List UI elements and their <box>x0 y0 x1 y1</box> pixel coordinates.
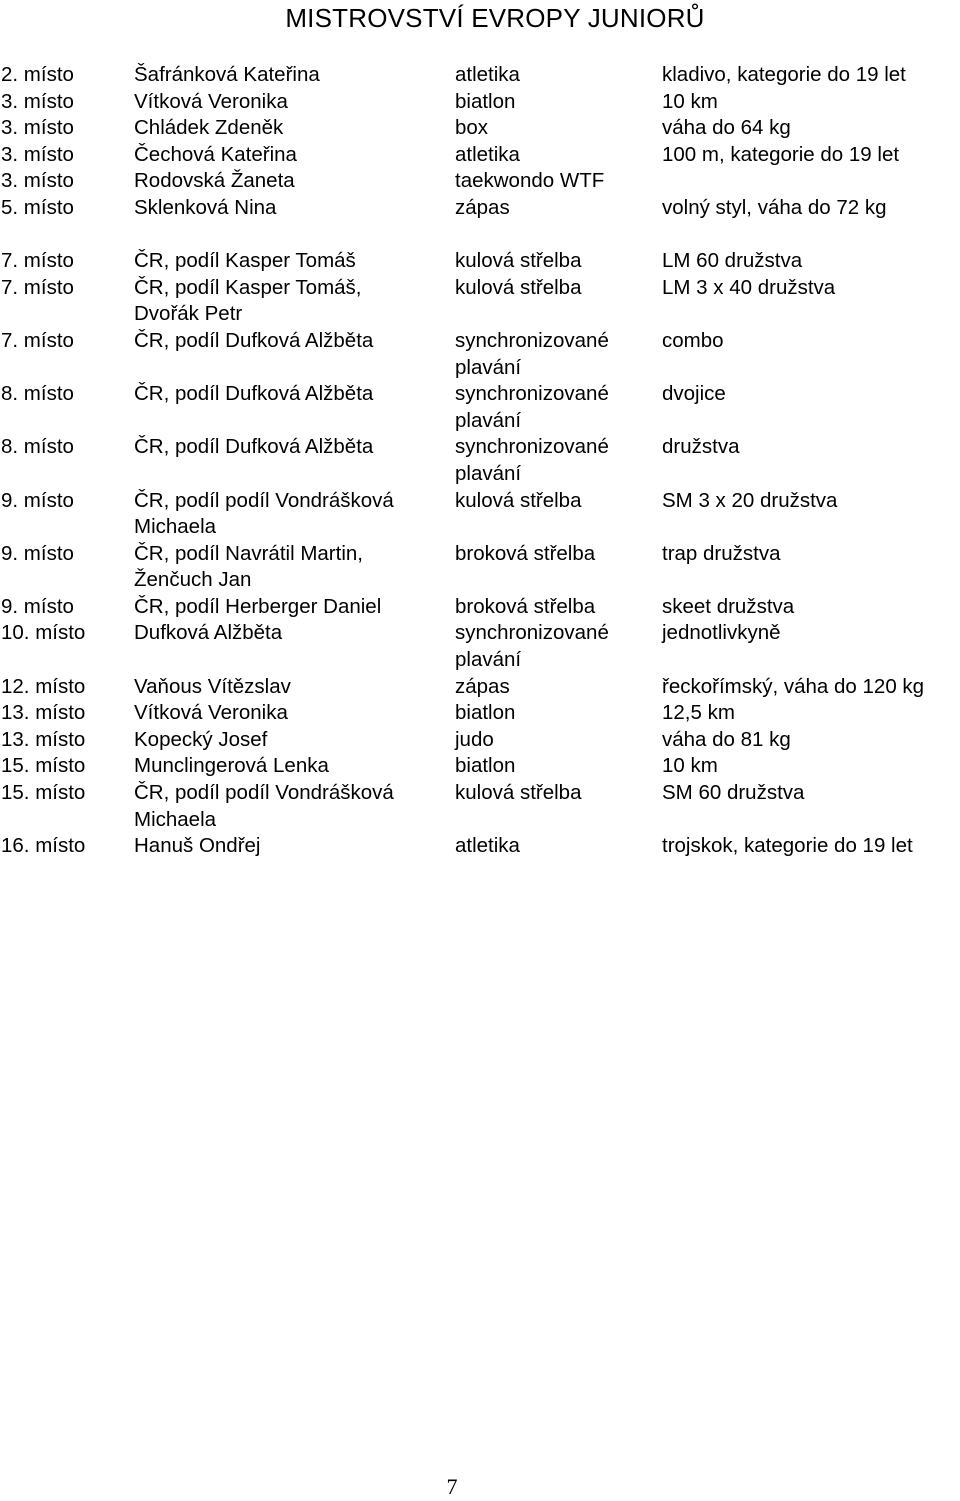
event-detail <box>662 700 735 727</box>
results-group-top <box>0 62 960 222</box>
event-detail-line: váha do 81 kg <box>662 727 791 751</box>
sport-name-line: synchronizované <box>455 328 609 352</box>
sport-name-line: biatlon <box>455 89 516 113</box>
sport-name-line: atletika <box>455 834 520 858</box>
athlete-name-line: Michaela <box>134 807 217 831</box>
event-detail <box>662 115 791 142</box>
result-row <box>0 381 960 434</box>
athlete-name <box>134 541 363 594</box>
sport-name <box>455 833 520 860</box>
page-number: 7 <box>446 1474 458 1499</box>
result-row <box>0 115 960 142</box>
athlete-name-line: ČR, podíl Kasper Tomáš <box>134 249 356 273</box>
result-row <box>0 488 960 541</box>
event-detail <box>662 753 718 780</box>
event-detail-line: combo <box>662 328 724 352</box>
athlete-name-line: Ženčuch Jan <box>134 568 252 592</box>
sport-name-line: synchronizované <box>455 382 609 406</box>
event-detail <box>662 328 724 355</box>
placement: 9. místo <box>1 488 74 512</box>
result-row <box>0 753 960 780</box>
athlete-name <box>134 753 329 780</box>
result-row <box>0 248 960 275</box>
athlete-name-line: ČR, podíl Dufková Alžběta <box>134 328 374 352</box>
placement: 7. místo <box>1 249 74 273</box>
sport-name-line: biatlon <box>455 701 516 725</box>
sport-name <box>455 195 510 222</box>
sport-name-line: plavání <box>455 355 522 379</box>
athlete-name-line: Sklenková Nina <box>134 195 277 219</box>
athlete-name <box>134 488 394 541</box>
sport-name <box>455 168 604 195</box>
result-row <box>0 62 960 89</box>
placement: 9. místo <box>1 594 74 618</box>
athlete-name-line: ČR, podíl Kasper Tomáš, <box>134 275 362 299</box>
event-detail <box>662 275 835 302</box>
sport-name <box>455 674 510 701</box>
athlete-name-line: Kopecký Josef <box>134 727 268 751</box>
sport-name <box>455 115 488 142</box>
placement: 3. místo <box>1 169 74 193</box>
placement: 2. místo <box>1 63 74 86</box>
sport-name-line: broková střelba <box>455 541 596 565</box>
athlete-name <box>134 727 267 754</box>
athlete-name <box>134 195 276 222</box>
sport-name-line: zápas <box>455 674 510 698</box>
athlete-name <box>134 62 320 89</box>
placement: 8. místo <box>1 435 74 459</box>
athlete-name <box>134 142 297 169</box>
event-detail <box>662 89 718 116</box>
athlete-name-line: Hanuš Ondřej <box>134 834 261 858</box>
results-group-bottom <box>0 248 960 860</box>
placement: 3. místo <box>1 142 74 166</box>
athlete-name-line: ČR, podíl Navrátil Martin, <box>134 541 363 565</box>
placement: 3. místo <box>1 89 74 113</box>
result-row <box>0 168 960 195</box>
sport-name-line: biatlon <box>455 754 516 778</box>
sport-name <box>455 142 520 169</box>
event-detail-line: LM 3 x 40 družstva <box>662 275 836 299</box>
athlete-name <box>134 780 394 833</box>
athlete-name <box>134 833 260 860</box>
athlete-name-line: Rodovská Žaneta <box>134 169 295 193</box>
sport-name <box>455 753 515 780</box>
sport-name <box>455 328 609 381</box>
athlete-name-line: ČR, podíl Herberger Daniel <box>134 594 382 618</box>
placement: 5. místo <box>1 195 74 219</box>
sport-name-line: zápas <box>455 195 510 219</box>
event-detail-line: váha do 64 kg <box>662 116 791 140</box>
athlete-name-line: Munclingerová Lenka <box>134 754 329 778</box>
placement: 8. místo <box>1 382 74 406</box>
athlete-name <box>134 115 283 142</box>
sport-name <box>455 700 515 727</box>
event-detail <box>662 381 726 408</box>
results-list <box>0 62 960 860</box>
sport-name <box>455 381 609 434</box>
event-detail-line: 10 km <box>662 754 718 778</box>
placement: 16. místo <box>1 834 86 858</box>
result-row <box>0 195 960 222</box>
group-spacer <box>0 222 960 249</box>
athlete-name-line: Vaňous Vítězslav <box>134 674 291 698</box>
athlete-name-line: Chládek Zdeněk <box>134 116 284 140</box>
athlete-name-line: Šafránková Kateřina <box>134 63 320 86</box>
sport-name <box>455 275 581 302</box>
sport-name-line: plavání <box>455 461 522 485</box>
result-row <box>0 434 960 487</box>
athlete-name-line: Vítková Veronika <box>134 89 288 113</box>
event-detail <box>662 541 781 568</box>
event-detail <box>662 833 913 860</box>
sport-name <box>455 780 581 807</box>
sport-name <box>455 62 520 89</box>
athlete-name-line: Dufková Alžběta <box>134 621 283 645</box>
event-detail-line: družstva <box>662 435 740 459</box>
result-row <box>0 674 960 701</box>
athlete-name-line: ČR, podíl podíl Vondrášková <box>134 781 394 805</box>
athlete-name-line: Čechová Kateřina <box>134 142 297 166</box>
sport-name <box>455 727 494 754</box>
sport-name <box>455 594 595 621</box>
placement: 13. místo <box>1 701 86 725</box>
event-detail <box>662 620 781 647</box>
event-detail <box>662 488 837 515</box>
result-row <box>0 328 960 381</box>
event-detail <box>662 142 899 169</box>
event-detail <box>662 195 887 222</box>
result-row <box>0 89 960 116</box>
placement: 9. místo <box>1 541 74 565</box>
sport-name-line: atletika <box>455 142 520 166</box>
event-detail-line: 12,5 km <box>662 701 735 725</box>
result-row <box>0 541 960 594</box>
sport-name-line: plavání <box>455 408 522 432</box>
athlete-name <box>134 381 373 408</box>
result-row <box>0 780 960 833</box>
placement: 15. místo <box>1 781 86 805</box>
sport-name-line: judo <box>455 727 494 751</box>
placement: 10. místo <box>1 621 86 645</box>
athlete-name <box>134 620 282 647</box>
athlete-name-line: Michaela <box>134 515 217 539</box>
sport-name-line: plavání <box>455 648 522 672</box>
event-detail-line: skeet družstva <box>662 594 795 618</box>
sport-name <box>455 89 515 116</box>
sport-name-line: kulová střelba <box>455 275 582 299</box>
athlete-name-line: ČR, podíl Dufková Alžběta <box>134 435 374 459</box>
athlete-name <box>134 674 291 701</box>
event-detail <box>662 62 906 89</box>
athlete-name <box>134 89 288 116</box>
placement: 3. místo <box>1 116 74 140</box>
athlete-name <box>134 248 356 275</box>
sport-name <box>455 488 581 515</box>
placement: 7. místo <box>1 328 74 352</box>
event-detail <box>662 674 924 701</box>
event-detail <box>662 727 791 754</box>
placement: 15. místo <box>1 754 86 778</box>
event-detail-line: řeckořímský, váha do 120 kg <box>662 674 925 698</box>
sport-name-line: kulová střelba <box>455 249 582 273</box>
athlete-name-line: Dvořák Petr <box>134 302 243 326</box>
result-row <box>0 142 960 169</box>
sport-name-line: atletika <box>455 63 520 86</box>
event-detail <box>662 780 804 807</box>
sport-name-line: taekwondo WTF <box>455 169 605 193</box>
sport-name <box>455 434 609 487</box>
sport-name <box>455 248 581 275</box>
athlete-name-line: ČR, podíl Dufková Alžběta <box>134 382 374 406</box>
sport-name <box>455 541 595 568</box>
event-detail-line: trap družstva <box>662 541 781 565</box>
event-detail-line: dvojice <box>662 382 726 406</box>
event-detail-line: LM 60 družstva <box>662 249 803 273</box>
event-detail-line: jednotlivkyně <box>662 621 781 645</box>
athlete-name-line: ČR, podíl podíl Vondrášková <box>134 488 394 512</box>
event-detail-line: SM 60 družstva <box>662 781 805 805</box>
placement: 12. místo <box>1 674 86 698</box>
sport-name-line: box <box>455 116 489 140</box>
athlete-name <box>134 434 373 461</box>
result-row <box>0 833 960 860</box>
result-row <box>0 727 960 754</box>
sport-name-line: kulová střelba <box>455 781 582 805</box>
sport-name-line: synchronizované <box>455 435 609 459</box>
athlete-name <box>134 275 362 328</box>
event-detail-line: kladivo, kategorie do 19 let <box>662 63 906 86</box>
sport-name-line: synchronizované <box>455 621 609 645</box>
placement: 13. místo <box>1 727 86 751</box>
athlete-name <box>134 594 381 621</box>
placement: 7. místo <box>1 275 74 299</box>
athlete-name-line: Vítková Veronika <box>134 701 288 725</box>
athlete-name <box>134 700 288 727</box>
event-detail-line: 10 km <box>662 89 718 113</box>
event-detail-line: SM 3 x 20 družstva <box>662 488 838 512</box>
athlete-name <box>134 328 373 355</box>
result-row <box>0 700 960 727</box>
sport-name-line: kulová střelba <box>455 488 582 512</box>
athlete-name <box>134 168 295 195</box>
event-detail <box>662 248 802 275</box>
event-detail-line: 100 m, kategorie do 19 let <box>662 142 900 166</box>
event-detail <box>662 594 794 621</box>
result-row <box>0 620 960 673</box>
result-row <box>0 275 960 328</box>
event-detail <box>662 434 739 461</box>
sport-name <box>455 620 609 673</box>
page-title: MISTROVSTVÍ EVROPY JUNIORŮ <box>285 3 705 33</box>
result-row <box>0 594 960 621</box>
event-detail-line: trojskok, kategorie do 19 let <box>662 834 913 858</box>
sport-name-line: broková střelba <box>455 594 596 618</box>
event-detail-line: volný styl, váha do 72 kg <box>662 195 887 219</box>
